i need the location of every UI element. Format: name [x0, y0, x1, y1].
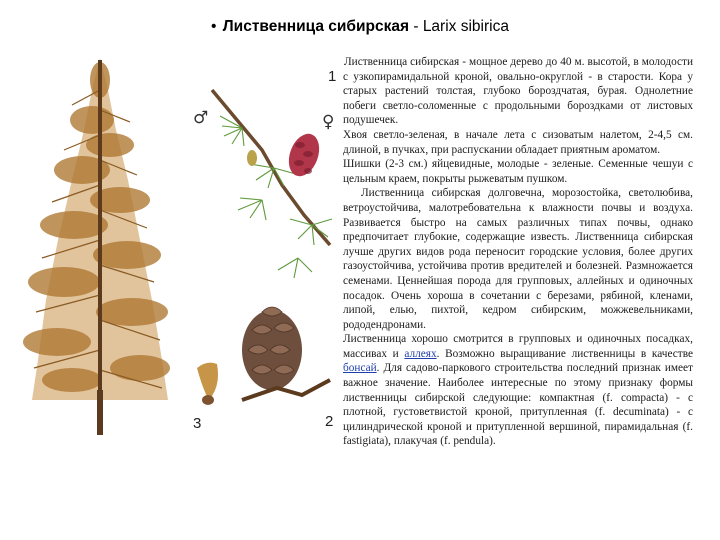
description-text — [343, 55, 693, 449]
female-symbol-icon: ♀ — [322, 112, 335, 132]
link-bonsai[interactable]: бонсай — [343, 362, 377, 375]
mature-cone-drawing — [242, 307, 330, 400]
paragraph-description: Лиственница сибирская - мощное дерево до 40 м. высотой, в молодости с узкопирамидальной кроной, овально-округлой - в старости. Кора у старых растений толстая, глубоко бороздчатая, бурая. Однолетние побеги светло-соломенные с продольными бороздками от листовых подушечек. — [343, 56, 693, 127]
paragraph-landscape — [343, 332, 693, 449]
title-bullet: • — [211, 18, 217, 35]
title-russian: Лиственница сибирская — [222, 18, 410, 35]
branch-with-needles-drawing — [212, 90, 335, 278]
larch-tree-drawing — [23, 58, 170, 435]
larch-illustration — [12, 50, 342, 450]
male-symbol-icon: ♂ — [193, 108, 209, 128]
link-alleys[interactable]: аллеях — [404, 347, 437, 360]
paragraph-needles: Хвоя светло-зеленая, в начале лета с сизоватым налетом, 2-4,5 см. длиной, в пучках, при распускании обладает приятным ароматом. — [343, 128, 693, 156]
title-separator: - — [409, 18, 423, 35]
seed-drawing — [197, 363, 218, 405]
paragraph-landscape-part-c: . Для садово-паркового строительства последний признак имеет важное значение. Наиболее интересные по этому признаку формы лиственницы сибирской следующие: компактная (f. compacta) - с плотной, густоветвистой кроной, притупленная (f. decuminata) - с цилиндрической кроной и притупленной вершиной, пирамидальная (f. fastigiata), плакучая (f. pendula). — [343, 362, 693, 448]
paragraph-landscape-part-b: . Возможно выращивание лиственницы в качестве — [436, 347, 693, 360]
figure-label-1: 1 — [328, 68, 337, 85]
figure-label-2: 2 — [325, 413, 334, 430]
title-latin: Larix sibirica — [422, 18, 509, 35]
figure-label-3: 3 — [193, 415, 202, 432]
paragraph-landscape-part-a: Лиственница хорошо смотрится в групповых и одиночных посадках, массивах и — [343, 333, 693, 360]
paragraph-cones: Шишки (2-3 см.) яйцевидные, молодые - зеленые. Семенные чешуи с цельным краем, покрыты рыжеватым пушком. — [343, 158, 693, 185]
page-title — [0, 18, 720, 36]
paragraph-properties: Лиственница сибирская долговечна, морозостойка, светолюбива, ветроустойчива, малотребовательна к влажности почвы и воздуха. Развивается быстро на самых различных типах почвы, однако предпочитает глубокие, содержащие известь. Лиственница сибирская лучше других видов рода переносит городские условия, более других газоустойчива, устойчива против вредителей и болезней. Размножается семенами. Ценнейшая порода для групповых, аллейных и одиночных посадок. Очень хороша в сочетании с березами, рябиной, кленами, липой, елью, пихтой, кедром сибирским, можжевельниками, рододендронами. — [343, 187, 693, 331]
